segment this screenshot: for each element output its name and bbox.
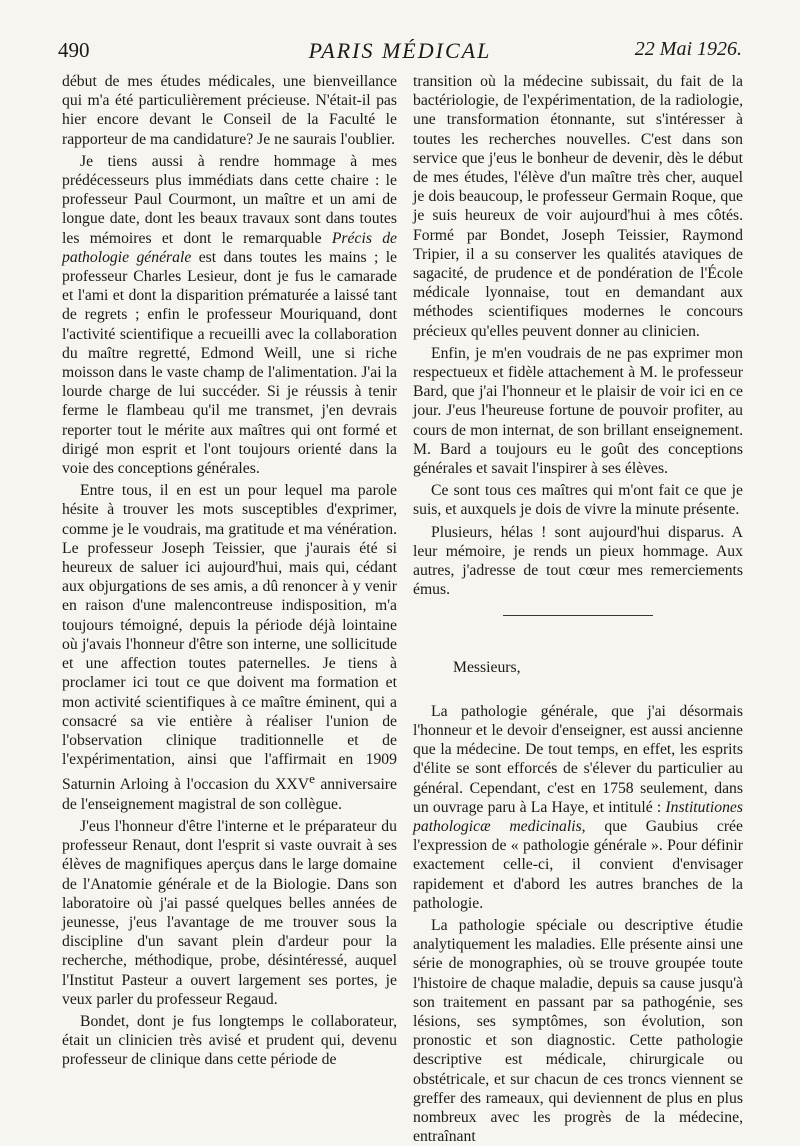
book-title: Précis de pathologie générale bbox=[62, 229, 397, 266]
paragraph: Ce sont tous ces maîtres qui m'ont fait ce que je suis, et auxquels je dois de vivre la minute présente. bbox=[413, 482, 743, 519]
right-column bbox=[413, 72, 743, 1146]
text-run: est dans toutes les mains ; le professeur Charles Lesieur, dont je fus le camarade et l'ami et dont la disparition prématurée a laissé tant de regrets ; enfin le professeur Mouriquand, dont l'activité scientifique a recueilli avec la collaboration du maître regretté, Edmond Weill, une si riche moisson dans le vaste champ de l'alimentation. J'ai la lourde charge de lui succéder. Si je réussis à tenir ferme le flambeau qu'il me transmet, j'en devrais reporter tout le mérite aux maîtres qui ont formé et dirigé mon esprit et l'ont toujours orienté dans la voie des conceptions générales. bbox=[62, 248, 398, 478]
paragraph: transition où la médecine subissait, du fait de la bactériologie, de l'expérimentation, de la radiologie, une transformation étonnante, sut s'intéresser à toutes les recherches nouvelles. C'est dans son service que j'eus le bonheur de devenir, dès le début de mes études, l'élève d'un maître très cher, auquel je dois beaucoup, le professeur Germain Roque, que je suis heureux de voir aujourd'hui à mes côtés. Formé par Bondet, Joseph Teissier, Raymond Tripier, il a su conserver les qualités ataviques de sagacité, de prudence et de pondération de l'École médicale lyonnaise, tout en demandant aux méthodes scientifiques modernes le concours précieux qu'elles peuvent donner au clinicien. bbox=[413, 73, 743, 340]
text-run: anniversaire de l'enseignement magistral de son collègue. bbox=[62, 776, 397, 813]
text-run: Je tiens aussi à rendre hommage à mes prédécesseurs plus immédiats dans cette chaire : le professeur Paul Courmont, un maître et un ami de longue date, dont les beaux travaux sont dans toutes les mémoires et dont le remarquable bbox=[62, 152, 397, 247]
issue-date: 22 Mai 1926. bbox=[634, 38, 742, 60]
left-column bbox=[62, 72, 397, 1132]
paragraph: début de mes études médicales, une bienveillance qui m'a été particulièrement précieuse. N'était-il pas hier encore devant le Conseil de la Faculté le rapporteur de ma candidature? Je ne saurais l'oublier. bbox=[62, 73, 397, 148]
paragraph: Enfin, je m'en voudrais de ne pas exprimer mon respectueux et fidèle attachement à M. le professeur Bard, que j'ai l'honneur et le plaisir de voir ici en ce jour. J'eus l'heureuse fortune de pouvoir profiter, au cours de mon internat, de son brillant enseignement. M. Bard a toujours eu le goût des conceptions générales et savait l'inspirer à ses élèves. bbox=[413, 344, 743, 478]
text-run: Entre tous, il en est un pour lequel ma parole hésite à trouver les mots susceptibles d'exprimer, comme je le voudrais, ma gratitude et ma vénération. Le professeur Joseph Teissier, que j'aurais été si heureux de saluer ici aujourd'hui, mais qui, cédant aux objurgations de ses amis, a dû renoncer à y venir en raison d'une malencontreuse indisposition, m'a toujours témoigné, depuis la période déjà lointaine où j'avais l'honneur d'être son interne, une sollicitude et une affection toutes paternelles. Je tiens à proclamer ici tout ce que doivent ma formation et mon activité scientifiques à ce maître éminent, qui a consacré sa vie entière à réaliser l'union de l'observation clinique traditionnelle et de l'expérimentation, ainsi que l'affirmait en 1909 Saturnin Arloing à l'occasion du XXV bbox=[62, 482, 397, 794]
book-title: Institutiones pathologicæ medicinalis bbox=[413, 798, 743, 835]
text-run: La pathologie générale, que j'ai désormais l'honneur et le devoir d'enseigner, est aussi ancienne que la médecine. De tout temps, en effet, les esprits d'élite se sont efforcés de s'élever du particulier au général. Cependant, c'est en 1758 seulement, dans un ouvrage paru à La Haye, et intitulé : bbox=[413, 702, 743, 816]
page-header bbox=[58, 38, 742, 70]
text-run: , que Gaubius crée l'expression de « pathologie générale ». Pour définir exactement celle-ci, il convient d'envisager rapidement et d'abord les autres branches de la pathologie. bbox=[413, 817, 743, 912]
page-number: 490 bbox=[58, 38, 90, 62]
section-divider bbox=[503, 615, 653, 616]
paragraph bbox=[62, 152, 397, 478]
journal-title: PARIS MÉDICAL bbox=[308, 38, 492, 63]
paragraph bbox=[413, 702, 743, 913]
paragraph: Plusieurs, hélas ! sont aujourd'hui disparus. A leur mémoire, je rends un pieux hommage. Aux autres, j'adresse de tout cœur mes remerciements émus. bbox=[413, 523, 743, 599]
paragraph: Bondet, dont je fus longtemps le collaborateur, était un clinicien très avisé et prudent qui, devenu professeur de clinique dans cette période de bbox=[62, 1012, 397, 1069]
salutation: Messieurs, bbox=[453, 659, 521, 677]
paragraph bbox=[62, 481, 397, 814]
paragraph: La pathologie spéciale ou descriptive étudie analytiquement les maladies. Elle présente ainsi une série de monographies, où se trouve groupée toute l'histoire de chaque maladie, depuis sa cause jusqu'à son traitement en passant par sa pathogénie, ses lésions, ses symptômes, son évolution, son pronostic et son diagnostic. Cette pathologie descriptive est médicale, chirurgicale ou obstétricale, et sur chacun de ces troncs viennent se greffer des rameaux, qui deviennent de plus en plus nombreux avec les progrès de la médecine, entraînant bbox=[413, 916, 743, 1146]
superscript: e bbox=[309, 771, 315, 787]
paragraph: J'eus l'honneur d'être l'interne et le préparateur du professeur Renaut, dont l'esprit si vaste ouvrait à ses élèves de magnifiques aperçus dans le large domaine de l'Anatomie générale et de la Biologie. Dans son laboratoire où j'ai passé quelques belles années de jeunesse, j'eus l'avantage de me trouver sous la discipline d'un savant plein d'ardeur pour la recherche, méthodique, probe, désintéressé, auquel l'Institut Pasteur a ouvert largement ses portes, je veux parler du professeur Regaud. bbox=[62, 817, 397, 1008]
